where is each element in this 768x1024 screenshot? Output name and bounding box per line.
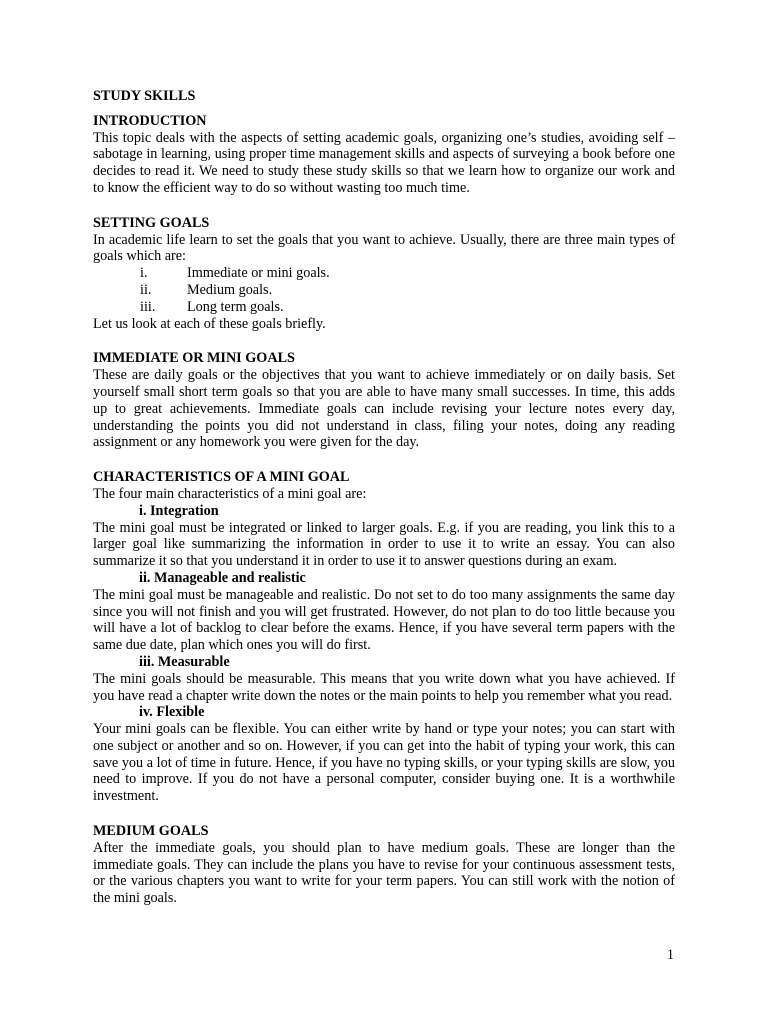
- section-medium-goals: [93, 823, 675, 907]
- characteristic-text-manageable: The mini goal must be manageable and realistic. Do not set to do too many assignments the same day since you will not finish and you will get frustrated. However, do not plan to do too little because you will have a lot of backlog to clear before the exams. Hence, if you have several term papers with the same due date, plan which ones you will do first.: [93, 586, 675, 654]
- section-setting-goals: [93, 215, 675, 333]
- medium-goals-paragraph: After the immediate goals, you should plan to have medium goals. These are longer than the immediate goals. They can include the plans you have to revise for your continuous assessment tests, or the various chapters you want to write for your term papers. You can still work with the notion of the mini goals.: [93, 839, 675, 907]
- characteristic-title-integration: i. Integration: [139, 502, 219, 519]
- characteristics-intro: The four main characteristics of a mini goal are:: [93, 485, 367, 502]
- page-content: [93, 88, 675, 925]
- characteristic-title-flexible: iv. Flexible: [139, 704, 205, 721]
- introduction-heading: INTRODUCTION: [93, 112, 207, 129]
- list-item-number: ii.: [140, 281, 152, 298]
- introduction-paragraph: This topic deals with the aspects of setting academic goals, organizing one’s studies, avoiding self – sabotage in learning, using proper time management skills and aspects of surveying a book before one decides to read it. We need to study these study skills so that we learn how to organize our work and to know the efficient way to do so without wasting too much time.: [93, 129, 675, 196]
- section-introduction: [93, 113, 675, 197]
- list-item: [93, 265, 675, 282]
- characteristic-text-flexible: Your mini goals can be flexible. You can either write by hand or type your notes; you can start with one subject or another and so on. However, if you can get into the habit of typing your work, this can save you a lot of time in future. Hence, if you have no typing skills, or your typing skills are slow, you need to improve. If you do not have a personal computer, consider buying one. It is a worthwhile investment.: [93, 721, 675, 805]
- setting-goals-after: Let us look at each of these goals briefly.: [93, 315, 326, 332]
- section-immediate-goals: [93, 350, 675, 451]
- characteristic-title-manageable: ii. Manageable and realistic: [139, 569, 306, 586]
- immediate-goals-paragraph: These are daily goals or the objectives that you want to achieve immediately or on daily basis. Set yourself small short term goals so that you are able to have many small successes. In time, this adds up to great achievements. Immediate goals can include revising your lecture notes every day, understanding the points you did not understand in class, filing your notes, doing any reading assignment or any homework you were given for the day.: [93, 367, 675, 451]
- medium-goals-heading: MEDIUM GOALS: [93, 823, 209, 840]
- list-item-number: i.: [140, 265, 148, 282]
- page-number: 1: [666, 947, 674, 963]
- list-item: [93, 299, 675, 316]
- characteristics-heading: CHARACTERISTICS OF A MINI GOAL: [93, 469, 350, 486]
- characteristic-text-integration: The mini goal must be integrated or linked to larger goals. E.g. if you are reading, you link this to a larger goal like summarizing the information in order to use it to write an essay. You can also summarize it so that you understand it in order to use it to answer questions during an exam.: [93, 519, 675, 570]
- goal-types-list: [93, 265, 675, 315]
- list-item: [93, 282, 675, 299]
- setting-goals-heading: SETTING GOALS: [93, 214, 210, 231]
- document-title: STUDY SKILLS: [93, 88, 196, 104]
- list-item-text: Long term goals.: [187, 298, 284, 315]
- immediate-goals-heading: IMMEDIATE OR MINI GOALS: [93, 350, 295, 367]
- list-item-text: Medium goals.: [187, 281, 273, 298]
- list-item-number: iii.: [140, 298, 156, 315]
- list-item-text: Immediate or mini goals.: [187, 265, 330, 282]
- section-characteristics: [93, 469, 675, 805]
- setting-goals-paragraph: In academic life learn to set the goals that you want to achieve. Usually, there are three main types of goals which are:: [93, 231, 675, 265]
- characteristic-text-measurable: The mini goals should be measurable. This means that you write down what you have achieved. If you have read a chapter write down the notes or the main points to help you remember what you read.: [93, 670, 675, 704]
- characteristic-title-measurable: iii. Measurable: [139, 653, 230, 670]
